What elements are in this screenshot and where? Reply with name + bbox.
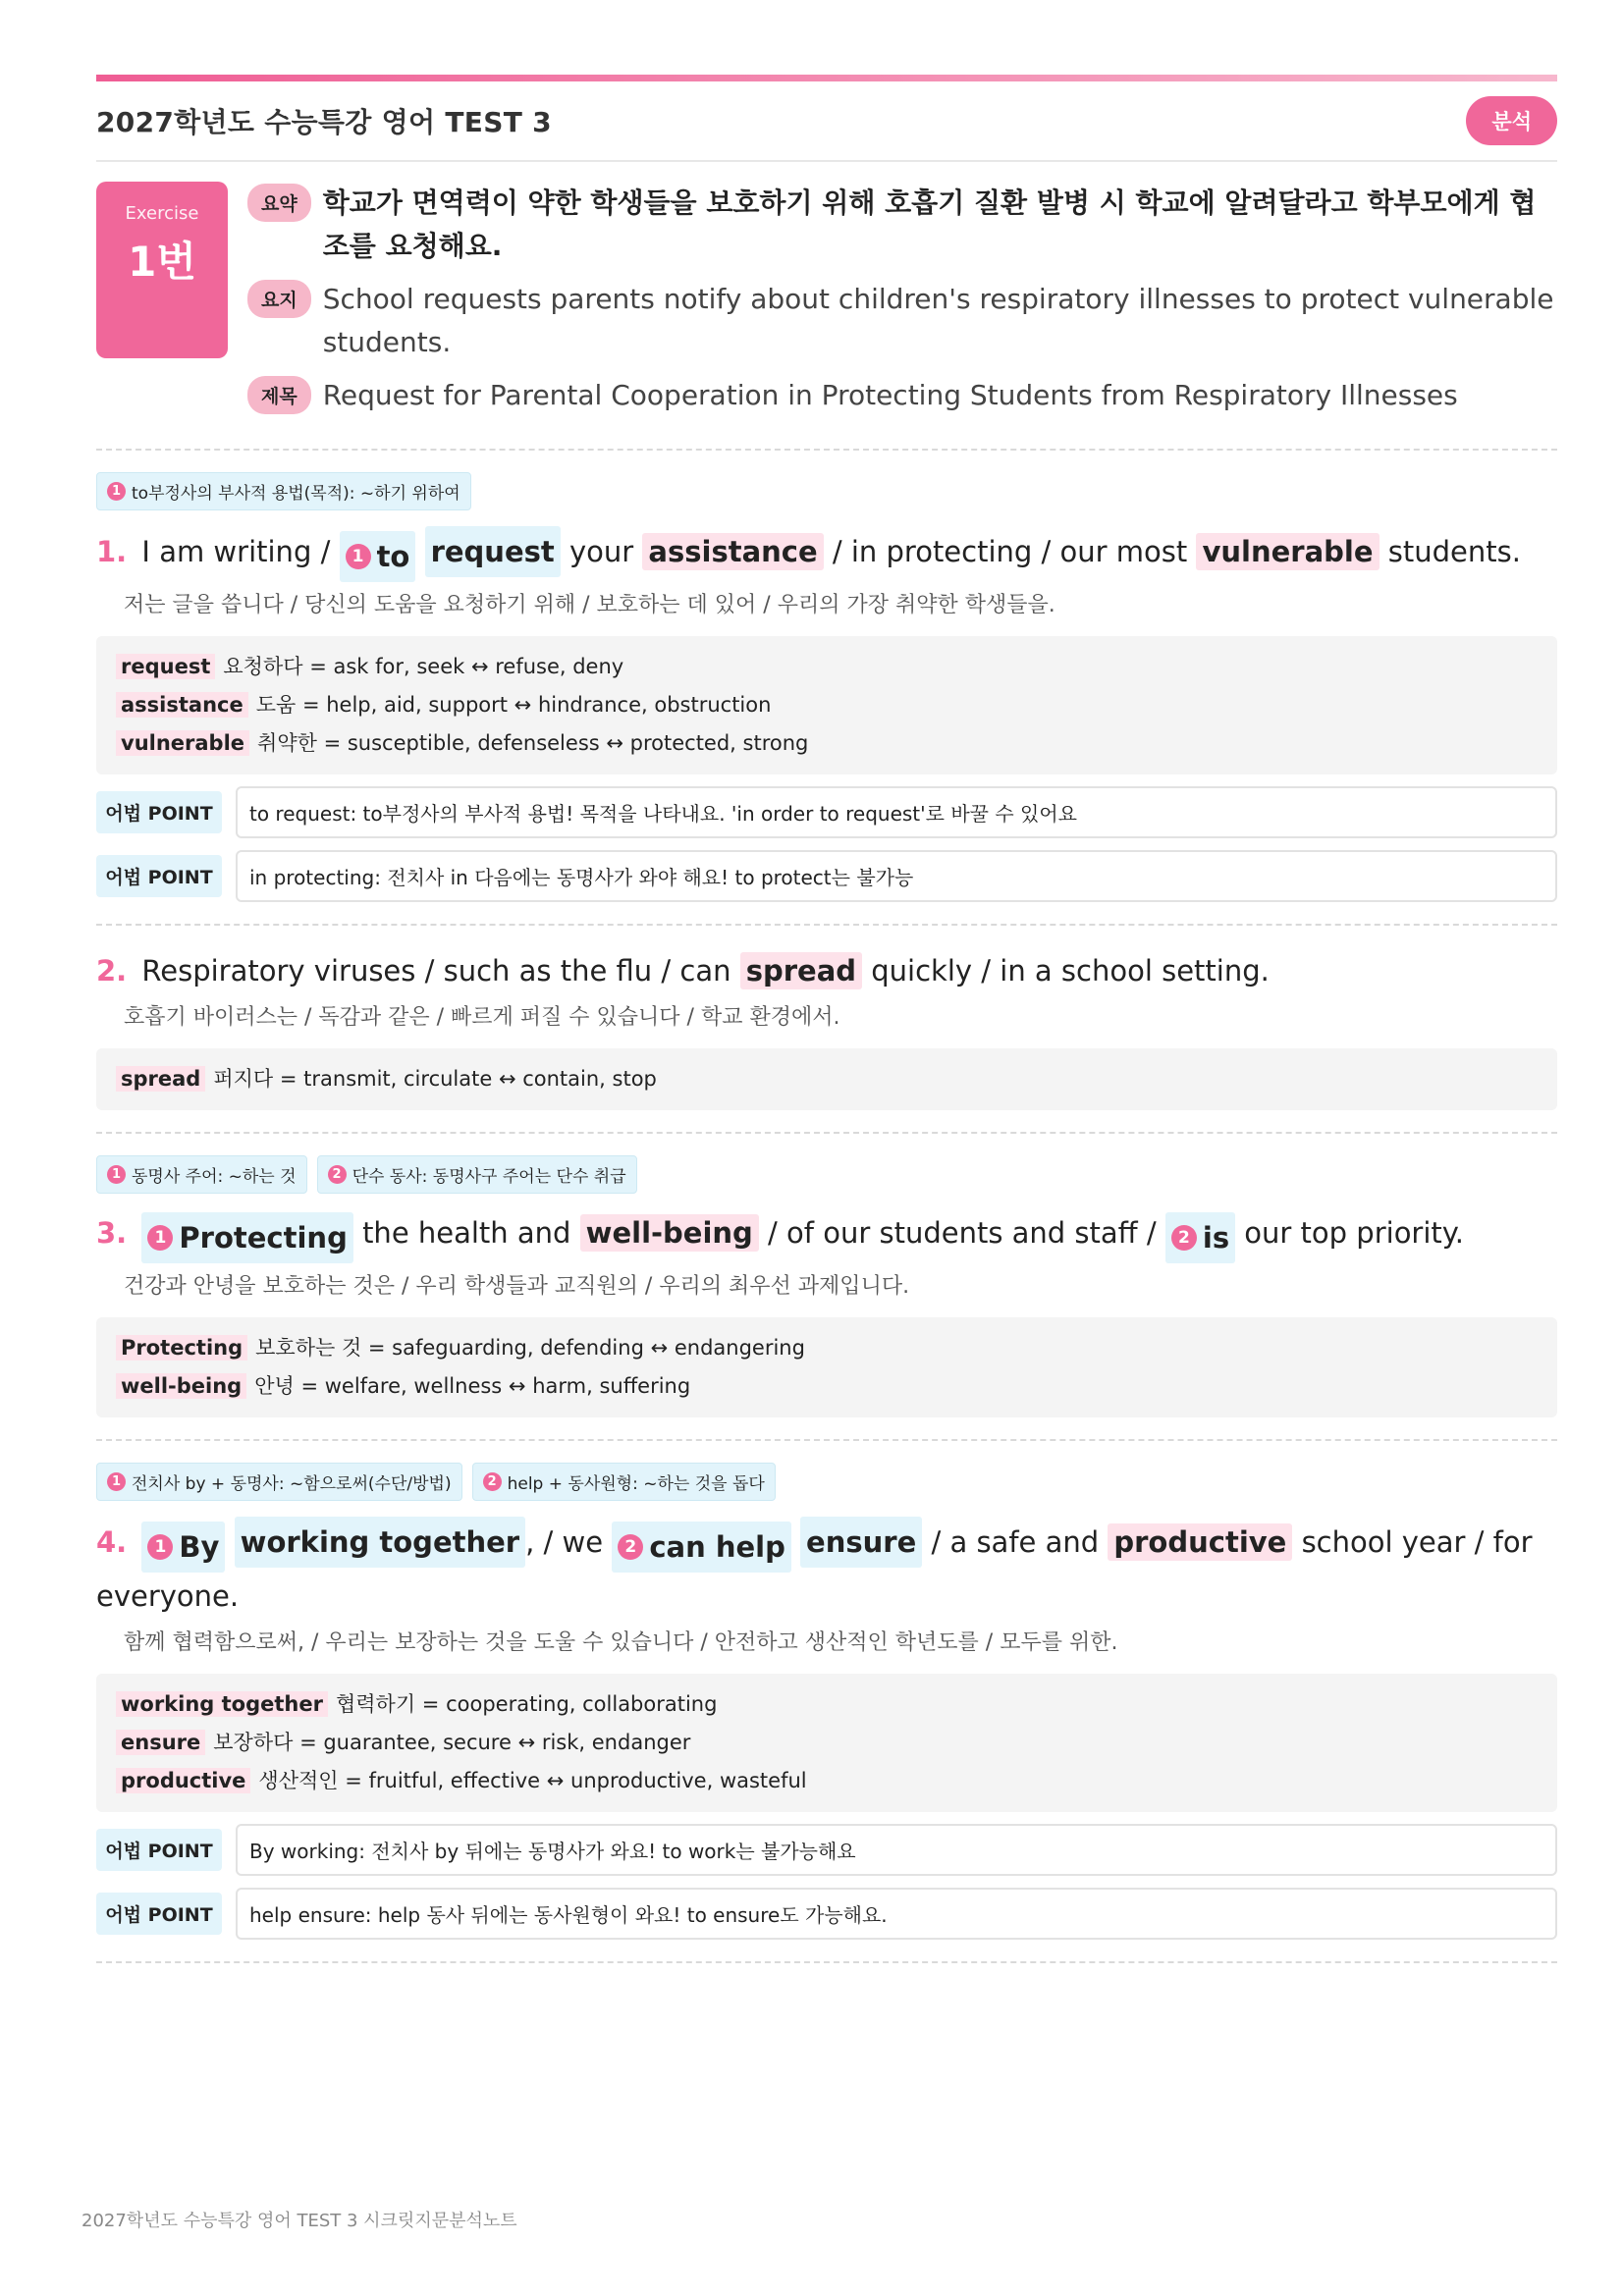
document-title: 2027학년도 수능특강 영어 TEST 3 xyxy=(96,106,552,138)
main-idea-tag: 요지 xyxy=(247,280,311,318)
text: 4. xyxy=(96,1525,128,1559)
text: I am writing / xyxy=(141,535,331,568)
text: students. xyxy=(1387,535,1521,568)
text: 1 xyxy=(346,544,371,569)
text: 1 xyxy=(107,1472,126,1491)
highlight-productive: productive xyxy=(1108,1523,1292,1561)
text: 생산적인 = fruitful, effective ↔ unproductive, wasteful xyxy=(258,1769,807,1792)
text: 1. xyxy=(96,535,128,568)
highlight-request: request xyxy=(425,526,561,577)
summary-text: 학교가 면역력이 약한 학생들을 보호하기 위해 호흡기 질환 발병 시 학교에 알려달라고 학부모에게 협조를 요청해요. xyxy=(322,187,1537,262)
text: / in protecting / our most xyxy=(832,535,1188,568)
text: By xyxy=(179,1530,220,1564)
text: 도움 = help, aid, support ↔ hindrance, obstruction xyxy=(255,693,772,717)
text: in protecting: 전치사 in 다음에는 동명사가 와야 해요! to protect는 불가능 xyxy=(236,850,1557,902)
text: 퍼지다 = transmit, circulate ↔ contain, stop xyxy=(213,1067,657,1091)
text: Protecting xyxy=(116,1335,247,1361)
text: 어법 POINT xyxy=(96,855,222,897)
grammar-point xyxy=(96,1888,1557,1940)
sentence xyxy=(96,526,1557,582)
text: to request: to부정사의 부사적 용법! 목적을 나타내요. 'in order to request'로 바꿀 수 있어요 xyxy=(236,786,1557,838)
text: , / we xyxy=(525,1525,604,1559)
text: our top priority. xyxy=(1244,1216,1465,1250)
divider xyxy=(96,1439,1557,1441)
vocab-box xyxy=(96,636,1557,774)
sentence xyxy=(96,1209,1557,1263)
grammar-chip xyxy=(96,472,471,510)
vocab-box xyxy=(96,1048,1557,1110)
highlight-spread: spread xyxy=(740,952,862,989)
vocab-row xyxy=(116,1060,1538,1098)
text: 2 xyxy=(618,1534,643,1560)
grammar-chip xyxy=(317,1155,637,1194)
text: 동명사 주어: ~하는 것 xyxy=(132,1167,297,1187)
text: 보장하다 = guarantee, secure ↔ risk, endanger xyxy=(213,1731,691,1754)
text: 전치사 by + 동명사: ~함으로써(수단/방법) xyxy=(132,1474,452,1494)
divider xyxy=(96,1132,1557,1134)
vocab-row xyxy=(116,1762,1538,1800)
text: Protecting xyxy=(179,1221,348,1255)
text: 2 xyxy=(328,1165,347,1184)
text: 1 xyxy=(107,482,126,501)
highlight-well-being: well-being xyxy=(580,1214,759,1252)
text: is xyxy=(1202,1221,1230,1255)
text: school year / for everyone. xyxy=(96,1525,1533,1613)
analysis-button[interactable]: 분석 xyxy=(1466,96,1557,145)
text: the health and xyxy=(362,1216,571,1250)
text: vulnerable xyxy=(116,730,249,756)
main-idea-row xyxy=(247,278,1557,364)
text: 어법 POINT xyxy=(96,1829,222,1871)
grammar-point xyxy=(96,786,1557,838)
grammar-chip xyxy=(96,1155,307,1194)
text: 요청하다 = ask for, seek ↔ refuse, deny xyxy=(223,655,624,678)
text: 안녕 = welfare, wellness ↔ harm, suffering xyxy=(254,1374,691,1398)
vocab-row xyxy=(116,648,1538,686)
text: can help xyxy=(649,1530,785,1564)
text: help + 동사원형: ~하는 것을 돕다 xyxy=(507,1474,765,1494)
sentence-block-4 xyxy=(96,1463,1557,1940)
highlight-to xyxy=(340,531,416,582)
translation: 호흡기 바이러스는 / 독감과 같은 / 빠르게 퍼질 수 있습니다 / 학교 환경에서. xyxy=(124,1005,840,1030)
title-row xyxy=(247,374,1557,417)
text: 3. xyxy=(96,1216,128,1250)
text: 2 xyxy=(483,1472,502,1491)
grammar-chip xyxy=(472,1463,776,1501)
text: your xyxy=(568,535,634,568)
text: / of our students and staff / xyxy=(768,1216,1157,1250)
summary-row xyxy=(247,182,1557,268)
text: / a safe and xyxy=(931,1525,1100,1559)
text: request xyxy=(116,654,215,679)
highlight-can-help xyxy=(612,1522,791,1573)
vocab-row xyxy=(116,1329,1538,1367)
main-idea-text: School requests parents notify about children's respiratory illnesses to protect vulnerable students. xyxy=(322,283,1554,358)
text: assistance xyxy=(116,692,248,718)
sentence xyxy=(96,947,1557,994)
vocab-row xyxy=(116,686,1538,724)
text: 협력하기 = cooperating, collaborating xyxy=(335,1692,718,1716)
highlight-is xyxy=(1165,1212,1235,1263)
vocab-row xyxy=(116,724,1538,763)
header xyxy=(96,81,1557,162)
text: By working: 전치사 by 뒤에는 동명사가 와요! to work는 불가능해요 xyxy=(236,1824,1557,1876)
grammar-chip xyxy=(96,1463,462,1501)
text: spread xyxy=(116,1066,205,1092)
exercise-badge xyxy=(96,182,228,358)
footer-text: 2027학년도 수능특강 영어 TEST 3 시크릿지문분석노트 xyxy=(81,2211,517,2231)
vocab-box xyxy=(96,1317,1557,1417)
vocab-row xyxy=(116,1685,1538,1724)
title-text: Request for Parental Cooperation in Protecting Students from Respiratory Illnesses xyxy=(322,379,1458,411)
highlight-vulnerable: vulnerable xyxy=(1196,533,1379,570)
exercise-label: Exercise xyxy=(125,203,199,224)
vocab-box xyxy=(96,1674,1557,1812)
text: working together xyxy=(116,1691,328,1717)
text: 1 xyxy=(107,1165,126,1184)
top-accent-bar xyxy=(96,75,1557,81)
text: 어법 POINT xyxy=(96,791,222,833)
translation: 저는 글을 씁니다 / 당신의 도움을 요청하기 위해 / 보호하는 데 있어 / 우리의 가장 취약한 학생들을. xyxy=(124,593,1055,617)
grammar-point xyxy=(96,1824,1557,1876)
summary-section xyxy=(96,182,1557,427)
text: well-being xyxy=(116,1373,246,1399)
text: 취약한 = susceptible, defenseless ↔ protected, strong xyxy=(257,731,809,755)
divider xyxy=(96,449,1557,451)
text: to xyxy=(376,540,410,573)
divider xyxy=(96,924,1557,926)
text: 1 xyxy=(147,1534,173,1560)
text: 보호하는 것 = safeguarding, defending ↔ endangering xyxy=(255,1336,805,1360)
summary-tag: 요약 xyxy=(247,184,311,222)
highlight-protecting xyxy=(141,1212,352,1263)
vocab-row xyxy=(116,1724,1538,1762)
text: help ensure: help 동사 뒤에는 동사원형이 와요! to ensure도 가능해요. xyxy=(236,1888,1557,1940)
exercise-number: 1번 xyxy=(128,238,196,286)
sentence-block-1 xyxy=(96,472,1557,902)
translation: 함께 협력함으로써, / 우리는 보장하는 것을 도울 수 있습니다 / 안전하고 생산적인 학년도를 / 모두를 위한. xyxy=(124,1630,1118,1655)
text: 2 xyxy=(1171,1225,1197,1251)
text: 단수 동사: 동명사구 주어는 단수 취급 xyxy=(352,1167,626,1187)
sentence-block-2 xyxy=(96,947,1557,1110)
vocab-row xyxy=(116,1367,1538,1406)
grammar-point xyxy=(96,850,1557,902)
text: 어법 POINT xyxy=(96,1893,222,1935)
text: quickly / in a school setting. xyxy=(871,954,1270,988)
divider xyxy=(96,1961,1557,1963)
highlight-working-together: working together xyxy=(235,1517,525,1568)
text: 1 xyxy=(147,1225,173,1251)
page xyxy=(96,75,1557,1985)
text: productive xyxy=(116,1768,250,1793)
text: ensure xyxy=(116,1730,205,1755)
text: 2. xyxy=(96,954,128,988)
highlight-assistance: assistance xyxy=(642,533,823,570)
text: Respiratory viruses / such as the flu / can xyxy=(141,954,731,988)
translation: 건강과 안녕을 보호하는 것은 / 우리 학생들과 교직원의 / 우리의 최우선 과제입니다. xyxy=(124,1274,910,1299)
text: to부정사의 부사적 용법(목적): ~하기 위하여 xyxy=(132,484,460,504)
highlight-ensure: ensure xyxy=(800,1517,922,1568)
title-tag: 제목 xyxy=(247,376,311,414)
sentence-block-3 xyxy=(96,1155,1557,1417)
highlight-by xyxy=(141,1522,225,1573)
sentence xyxy=(96,1517,1557,1620)
